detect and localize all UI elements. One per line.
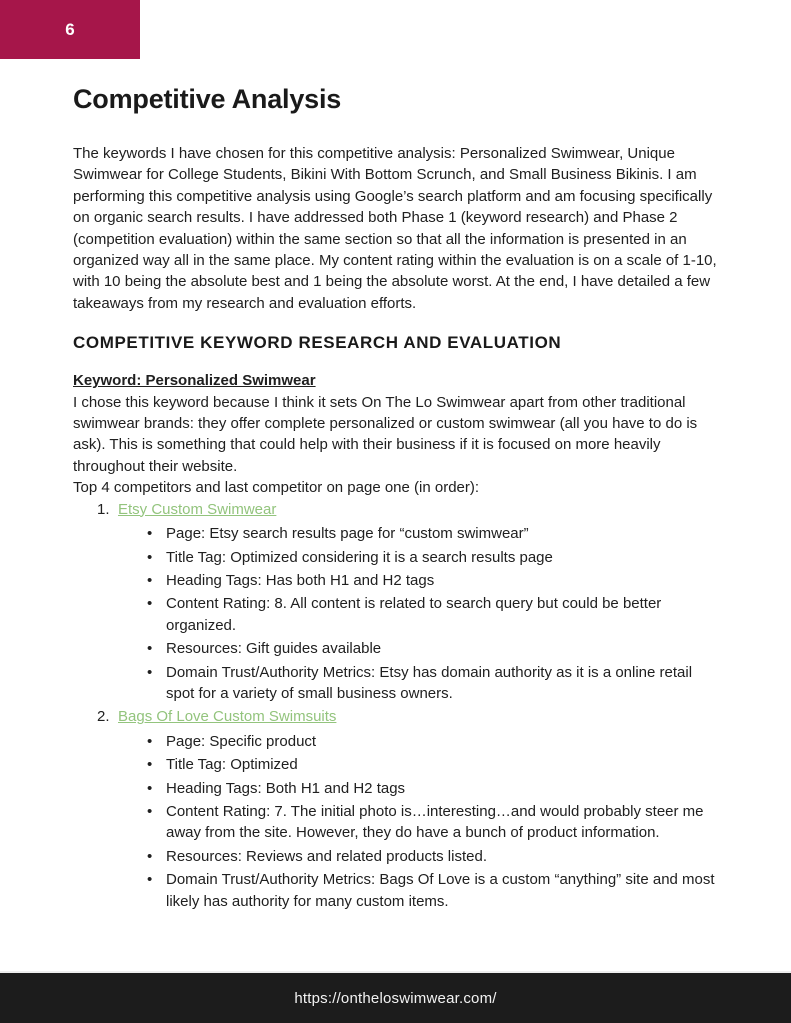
- intro-paragraph: The keywords I have chosen for this competitive analysis: Personalized Swimwear, Unique Swimwear for College Students, Bikini With Bottom Scrunch, and Small Business Bikinis. I am performing this competitive analysis using Google’s search platform and am focusing specifically on organic search results. I have addressed both Phase 1 (keyword research) and Phase 2 (competition evaluation) within the same section so that all the information is presented in an organized way all in the same place. My content rating within the evaluation is on a scale of 1-10, with 10 being the absolute best and 1 being the absolute worst. At the end, I have detailed a few takeaways from my research and evaluation efforts.: [73, 145, 717, 312]
- detail-item: • Domain Trust/Authority Metrics: Bags Of Love is a custom “anything” site and most likely has authority for many custom items.: [166, 869, 718, 912]
- competitor-item-1: [73, 499, 718, 705]
- competitor-link-etsy[interactable]: Etsy Custom Swimwear: [118, 500, 277, 518]
- detail-item: • Page: Specific product: [166, 731, 718, 752]
- detail-item: • Title Tag: Optimized considering it is a search results page: [166, 547, 718, 568]
- detail-item: • Resources: Gift guides available: [166, 638, 718, 659]
- page-title: Competitive Analysis: [73, 84, 342, 114]
- detail-item: • Content Rating: 7. The initial photo is…interesting…and would probably steer me away from the site. However, they do have a bunch of product information.: [166, 801, 718, 844]
- competitor-link-bags-of-love[interactable]: Bags Of Love Custom Swimsuits: [118, 708, 337, 726]
- competitor-item-2: [73, 706, 718, 912]
- keyword-subheading: Keyword: Personalized Swimwear: [73, 372, 316, 390]
- detail-item: • Domain Trust/Authority Metrics: Etsy has domain authority as it is a online retail spot for a variety of small business owners.: [166, 662, 718, 705]
- competitor-heading: [97, 499, 718, 520]
- detail-item: • Heading Tags: Has both H1 and H2 tags: [166, 570, 718, 591]
- footer-bar: [0, 973, 791, 1023]
- competitor-heading: [97, 706, 718, 727]
- detail-item: • Page: Etsy search results page for “custom swimwear”: [166, 523, 718, 544]
- section-heading: COMPETITIVE KEYWORD RESEARCH AND EVALUATION: [73, 333, 562, 353]
- competitor-list-intro: Top 4 competitors and last competitor on page one (in order):: [73, 479, 480, 497]
- detail-item: • Heading Tags: Both H1 and H2 tags: [166, 778, 718, 799]
- detail-item: • Resources: Reviews and related products listed.: [166, 846, 718, 867]
- competitor-details: [166, 731, 718, 912]
- keyword-paragraph: I chose this keyword because I think it sets On The Lo Swimwear apart from other traditional swimwear brands: they offer complete personalized or custom swimwear (all you have to do is ask). This is something that could help with their business if it is focused on more heavily throughout their website.: [73, 393, 698, 475]
- list-number: 1.: [97, 500, 110, 518]
- detail-item: • Content Rating: 8. All content is related to search query but could be better organized.: [166, 593, 718, 636]
- detail-item: • Title Tag: Optimized: [166, 754, 718, 775]
- page-number: 6: [65, 19, 75, 39]
- competitor-list: [73, 499, 718, 912]
- footer-url-link[interactable]: https://ontheloswimwear.com/: [294, 989, 497, 1007]
- competitor-details: [166, 523, 718, 704]
- list-number: 2.: [97, 708, 110, 726]
